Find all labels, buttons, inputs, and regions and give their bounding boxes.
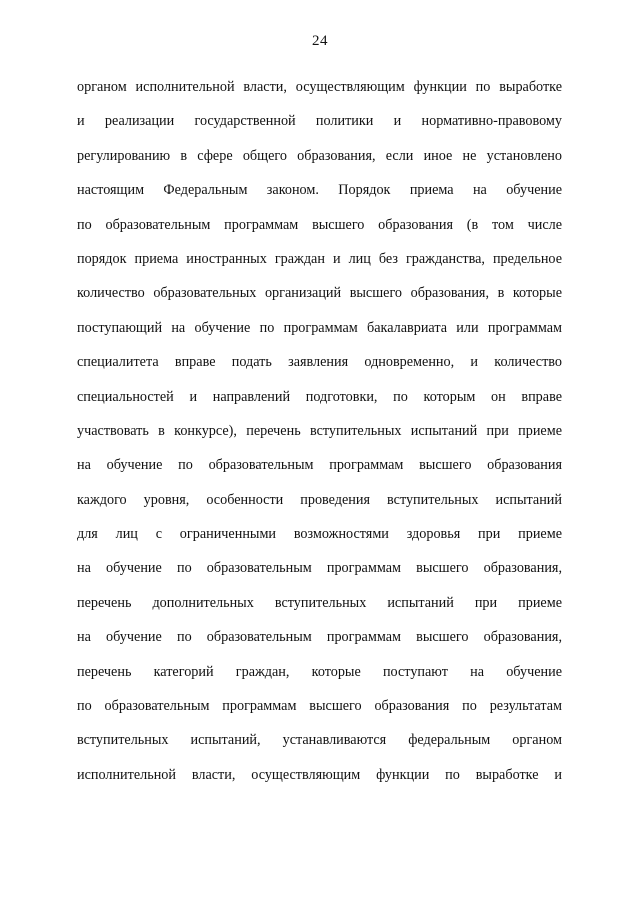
text-line: на обучение по образовательным программам высшего образования, <box>77 560 562 577</box>
text-line: и реализации государственной политики и нормативно-правовому <box>77 113 562 130</box>
text-line: на обучение по образовательным программам высшего образования, <box>77 629 562 646</box>
text-line: специальностей и направлений подготовки, по которым он вправе <box>77 388 562 405</box>
text-line: органом исполнительной власти, осуществляющим функции по выработке <box>77 79 562 95</box>
text-line: для лиц с ограниченными возможностями здоровья при приеме <box>77 526 562 543</box>
text-line: поступающий на обучение по программам бакалавриата или программам <box>77 319 562 336</box>
text-line: настоящим Федеральным законом. Порядок приема на обучение <box>77 182 562 199</box>
text-line: перечень категорий граждан, которые поступают на обучение <box>77 663 562 680</box>
text-line: количество образовательных организаций высшего образования, в которые <box>77 285 562 302</box>
text-line: на обучение по образовательным программам высшего образования <box>77 457 562 474</box>
text-line: перечень дополнительных вступительных испытаний при приеме <box>77 594 562 611</box>
text-line: каждого уровня, особенности проведения вступительных испытаний <box>77 491 562 508</box>
text-line: по образовательным программам высшего образования по результатам <box>77 698 562 715</box>
text-line: регулированию в сфере общего образования, если иное не установлено <box>77 147 562 164</box>
body-text <box>77 70 562 792</box>
text-line: специалитета вправе подать заявления одновременно, и количество <box>77 354 562 371</box>
text-line: по образовательным программам высшего образования (в том числе <box>77 216 562 233</box>
text-line: порядок приема иностранных граждан и лиц без гражданства, предельное <box>77 250 562 267</box>
text-line: участвовать в конкурсе), перечень вступительных испытаний при приеме <box>77 422 562 439</box>
text-line: исполнительной власти, осуществляющим функции по выработке и <box>77 766 562 783</box>
page-number: 24 <box>312 33 328 49</box>
text-line: вступительных испытаний, устанавливаются федеральным органом <box>77 732 562 749</box>
